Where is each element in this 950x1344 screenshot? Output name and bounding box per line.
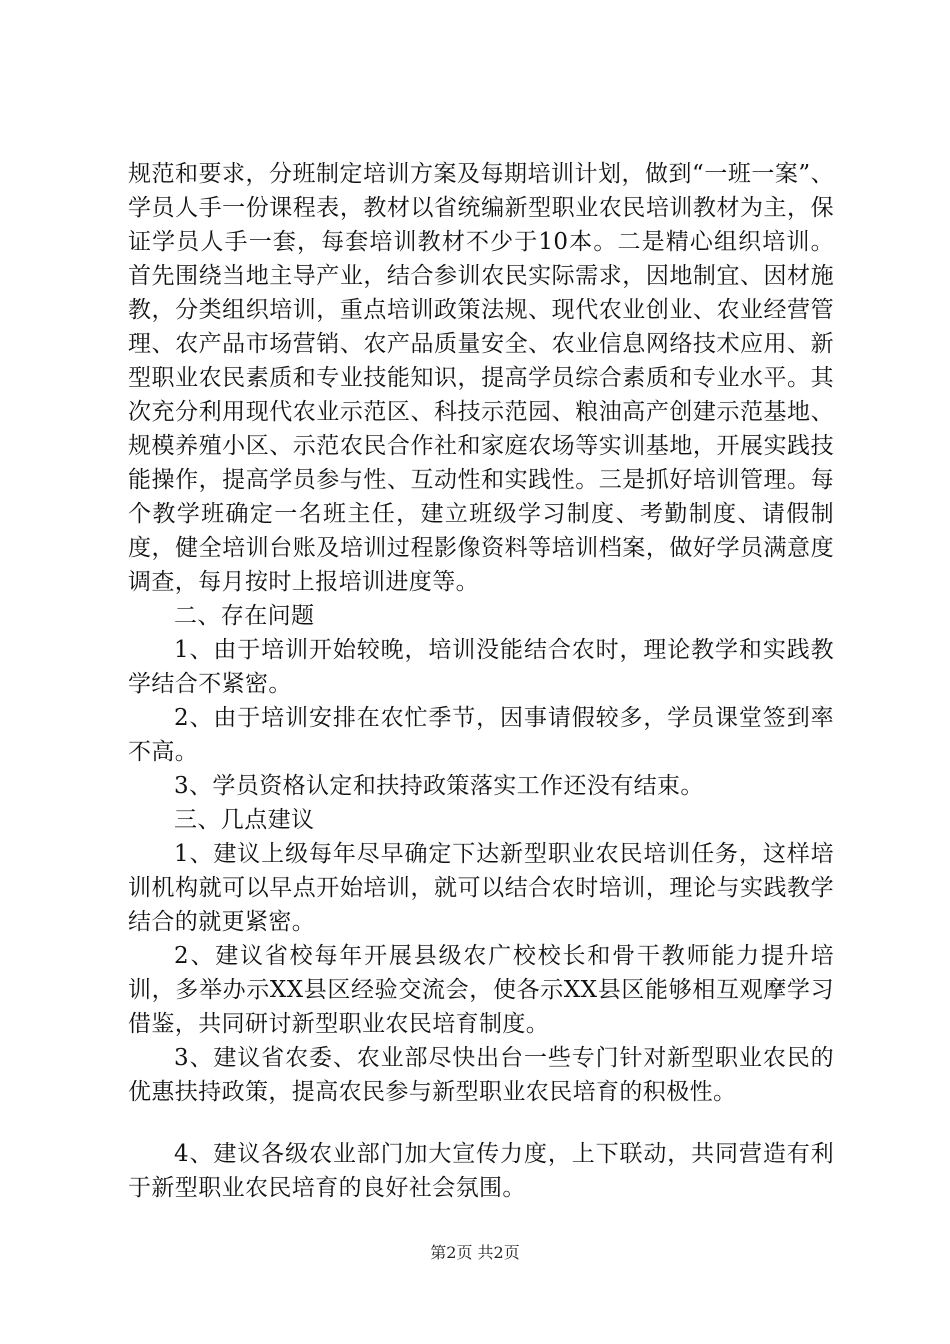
suggestion-item-1: 1、建议上级每年尽早确定下达新型职业农民培训任务，这样培训机构就可以早点开始培训，就可以结合农时培训，理论与实践教学结合的就更紧密。 [128,841,834,935]
problem-item-1: 1、由于培训开始较晚，培训没能结合农时，理论教学和实践教学结合不紧密。 [128,637,834,697]
page-number-footer: 第2页 共2页 [430,1243,520,1262]
problem-item-2: 2、由于培训安排在农忙季节，因事请假较多，学员课堂签到率不高。 [128,705,834,765]
suggestion-item-3: 3、建议省农委、农业部尽快出台一些专门针对新型职业农民的优惠扶持政策，提高农民参与新型职业农民培育的积极性。 [128,1045,834,1105]
document-body [128,157,834,1205]
suggestion-item-4: 4、建议各级农业部门加大宣传力度，上下联动，共同营造有利于新型职业农民培育的良好社会氛围。 [128,1141,834,1201]
paragraph-training-details: 规范和要求，分班制定培训方案及每期培训计划，做到“一班一案”、学员人手一份课程表，教材以省统编新型职业农民培训教材为主，保证学员人手一套，每套培训教材不少于10本。二是精心组织培训。首先围绕当地主导产业，结合参训农民实际需求，因地制宜、因材施教，分类组织培训，重点培训政策法规、现代农业创业、农业经营管理、农产品市场营销、农产品质量安全、农业信息网络技术应用、新型职业农民素质和专业技能知识，提高学员综合素质和专业水平。其次充分利用现代农业示范区、科技示范园、粮油高产创建示范基地、规模养殖小区、示范农民合作社和家庭农场等实训基地，开展实践技能操作，提高学员参与性、互动性和实践性。三是抓好培训管理。每个教学班确定一名班主任，建立班级学习制度、考勤制度、请假制度，健全培训台账及培训过程影像资料等培训档案，做好学员满意度调查，每月按时上报培训进度等。 [128,161,834,595]
suggestion-item-2: 2、建议省校每年开展县级农广校校长和骨干教师能力提升培训，多举办示XX县区经验交流会，使各示XX县区能够相互观摩学习借鉴，共同研讨新型职业农民培育制度。 [128,943,834,1037]
section-heading-problems: 二、存在问题 [174,603,315,629]
section-heading-suggestions: 三、几点建议 [174,807,315,833]
problem-item-3: 3、学员资格认定和扶持政策落实工作还没有结束。 [174,773,704,799]
